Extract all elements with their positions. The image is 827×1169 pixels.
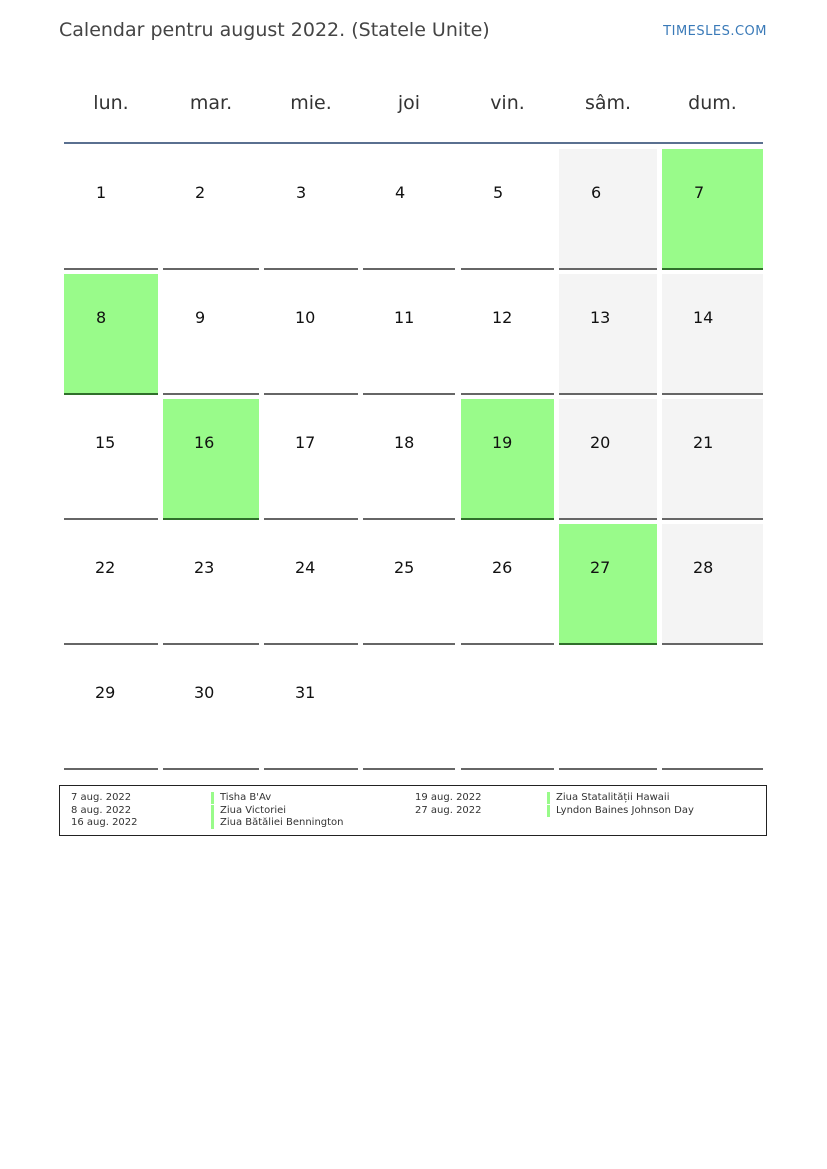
day-cell[interactable] <box>163 274 259 395</box>
day-number: 29 <box>95 683 116 702</box>
empty-cell <box>662 649 763 770</box>
day-cell[interactable] <box>363 274 455 395</box>
day-number: 23 <box>194 558 215 577</box>
day-cell[interactable] <box>163 149 259 270</box>
day-number: 14 <box>693 308 714 327</box>
day-cell[interactable] <box>461 399 554 520</box>
day-cell[interactable] <box>264 399 358 520</box>
day-number: 3 <box>296 183 307 202</box>
day-number: 30 <box>194 683 215 702</box>
day-number: 21 <box>693 433 714 452</box>
weekday-label: mie. <box>290 92 332 114</box>
weekday-label: lun. <box>93 92 129 114</box>
day-cell[interactable] <box>662 399 763 520</box>
day-number: 12 <box>492 308 513 327</box>
day-cell[interactable] <box>264 274 358 395</box>
legend-holiday-name: Tisha B'Av <box>211 792 271 804</box>
empty-cell <box>559 649 657 770</box>
day-number: 5 <box>493 183 504 202</box>
weekday-label: mar. <box>189 92 233 114</box>
day-number: 28 <box>693 558 714 577</box>
day-cell[interactable] <box>163 649 259 770</box>
weekday-label: joi <box>397 92 421 114</box>
day-number: 15 <box>95 433 116 452</box>
day-cell[interactable] <box>163 399 259 520</box>
day-number: 25 <box>394 558 415 577</box>
empty-cell <box>363 649 455 770</box>
page-title: Calendar pentru august 2022. (Statele Unite) <box>59 19 490 41</box>
day-number: 19 <box>492 433 513 452</box>
day-number: 13 <box>590 308 611 327</box>
day-cell[interactable] <box>461 274 554 395</box>
day-number: 7 <box>694 183 705 202</box>
day-cell[interactable] <box>163 524 259 645</box>
empty-cell <box>461 649 554 770</box>
legend-date: 27 aug. 2022 <box>415 804 482 816</box>
day-number: 20 <box>590 433 611 452</box>
day-number: 31 <box>295 683 316 702</box>
day-cell[interactable] <box>64 524 158 645</box>
day-cell[interactable] <box>363 399 455 520</box>
day-cell[interactable] <box>64 649 158 770</box>
day-number: 2 <box>195 183 206 202</box>
day-number: 8 <box>96 308 107 327</box>
day-number: 22 <box>95 558 116 577</box>
weekday-header <box>60 80 767 130</box>
day-cell[interactable] <box>264 524 358 645</box>
day-cell[interactable] <box>559 149 657 270</box>
day-cell[interactable] <box>64 274 158 395</box>
day-number: 11 <box>394 308 415 327</box>
day-cell[interactable] <box>461 524 554 645</box>
day-cell[interactable] <box>363 149 455 270</box>
day-number: 27 <box>590 558 611 577</box>
day-cell[interactable] <box>264 649 358 770</box>
legend-holiday-name: Ziua Statalității Hawaii <box>547 792 670 804</box>
legend-holiday-name: Ziua Victoriei <box>211 805 286 817</box>
legend-date: 8 aug. 2022 <box>71 804 132 816</box>
header-divider <box>64 142 763 144</box>
weekday-label: vin. <box>490 92 525 114</box>
legend-holiday-name: Ziua Bătăliei Bennington <box>211 817 344 829</box>
day-cell[interactable] <box>363 524 455 645</box>
weekday-label: sâm. <box>584 92 632 114</box>
day-number: 18 <box>394 433 415 452</box>
day-cell[interactable] <box>461 149 554 270</box>
day-cell[interactable] <box>662 149 763 270</box>
day-cell[interactable] <box>559 274 657 395</box>
legend-date: 19 aug. 2022 <box>415 792 482 803</box>
day-cell[interactable] <box>64 149 158 270</box>
day-cell[interactable] <box>64 399 158 520</box>
brand-link[interactable]: TIMESLES.COM <box>663 24 767 39</box>
day-cell[interactable] <box>264 149 358 270</box>
day-number: 10 <box>295 308 316 327</box>
legend-holiday-name: Lyndon Baines Johnson Day <box>547 805 694 817</box>
legend-date: 16 aug. 2022 <box>71 817 138 828</box>
weekday-label: dum. <box>688 92 737 114</box>
day-number: 9 <box>195 308 206 327</box>
day-cell[interactable] <box>559 399 657 520</box>
day-number: 1 <box>96 183 107 202</box>
day-cell[interactable] <box>559 524 657 645</box>
day-number: 16 <box>194 433 215 452</box>
day-number: 24 <box>295 558 316 577</box>
legend-date: 7 aug. 2022 <box>71 792 132 803</box>
day-number: 26 <box>492 558 513 577</box>
day-number: 4 <box>395 183 406 202</box>
day-number: 6 <box>591 183 602 202</box>
day-cell[interactable] <box>662 274 763 395</box>
holiday-legend <box>59 785 767 836</box>
day-cell[interactable] <box>662 524 763 645</box>
day-number: 17 <box>295 433 316 452</box>
